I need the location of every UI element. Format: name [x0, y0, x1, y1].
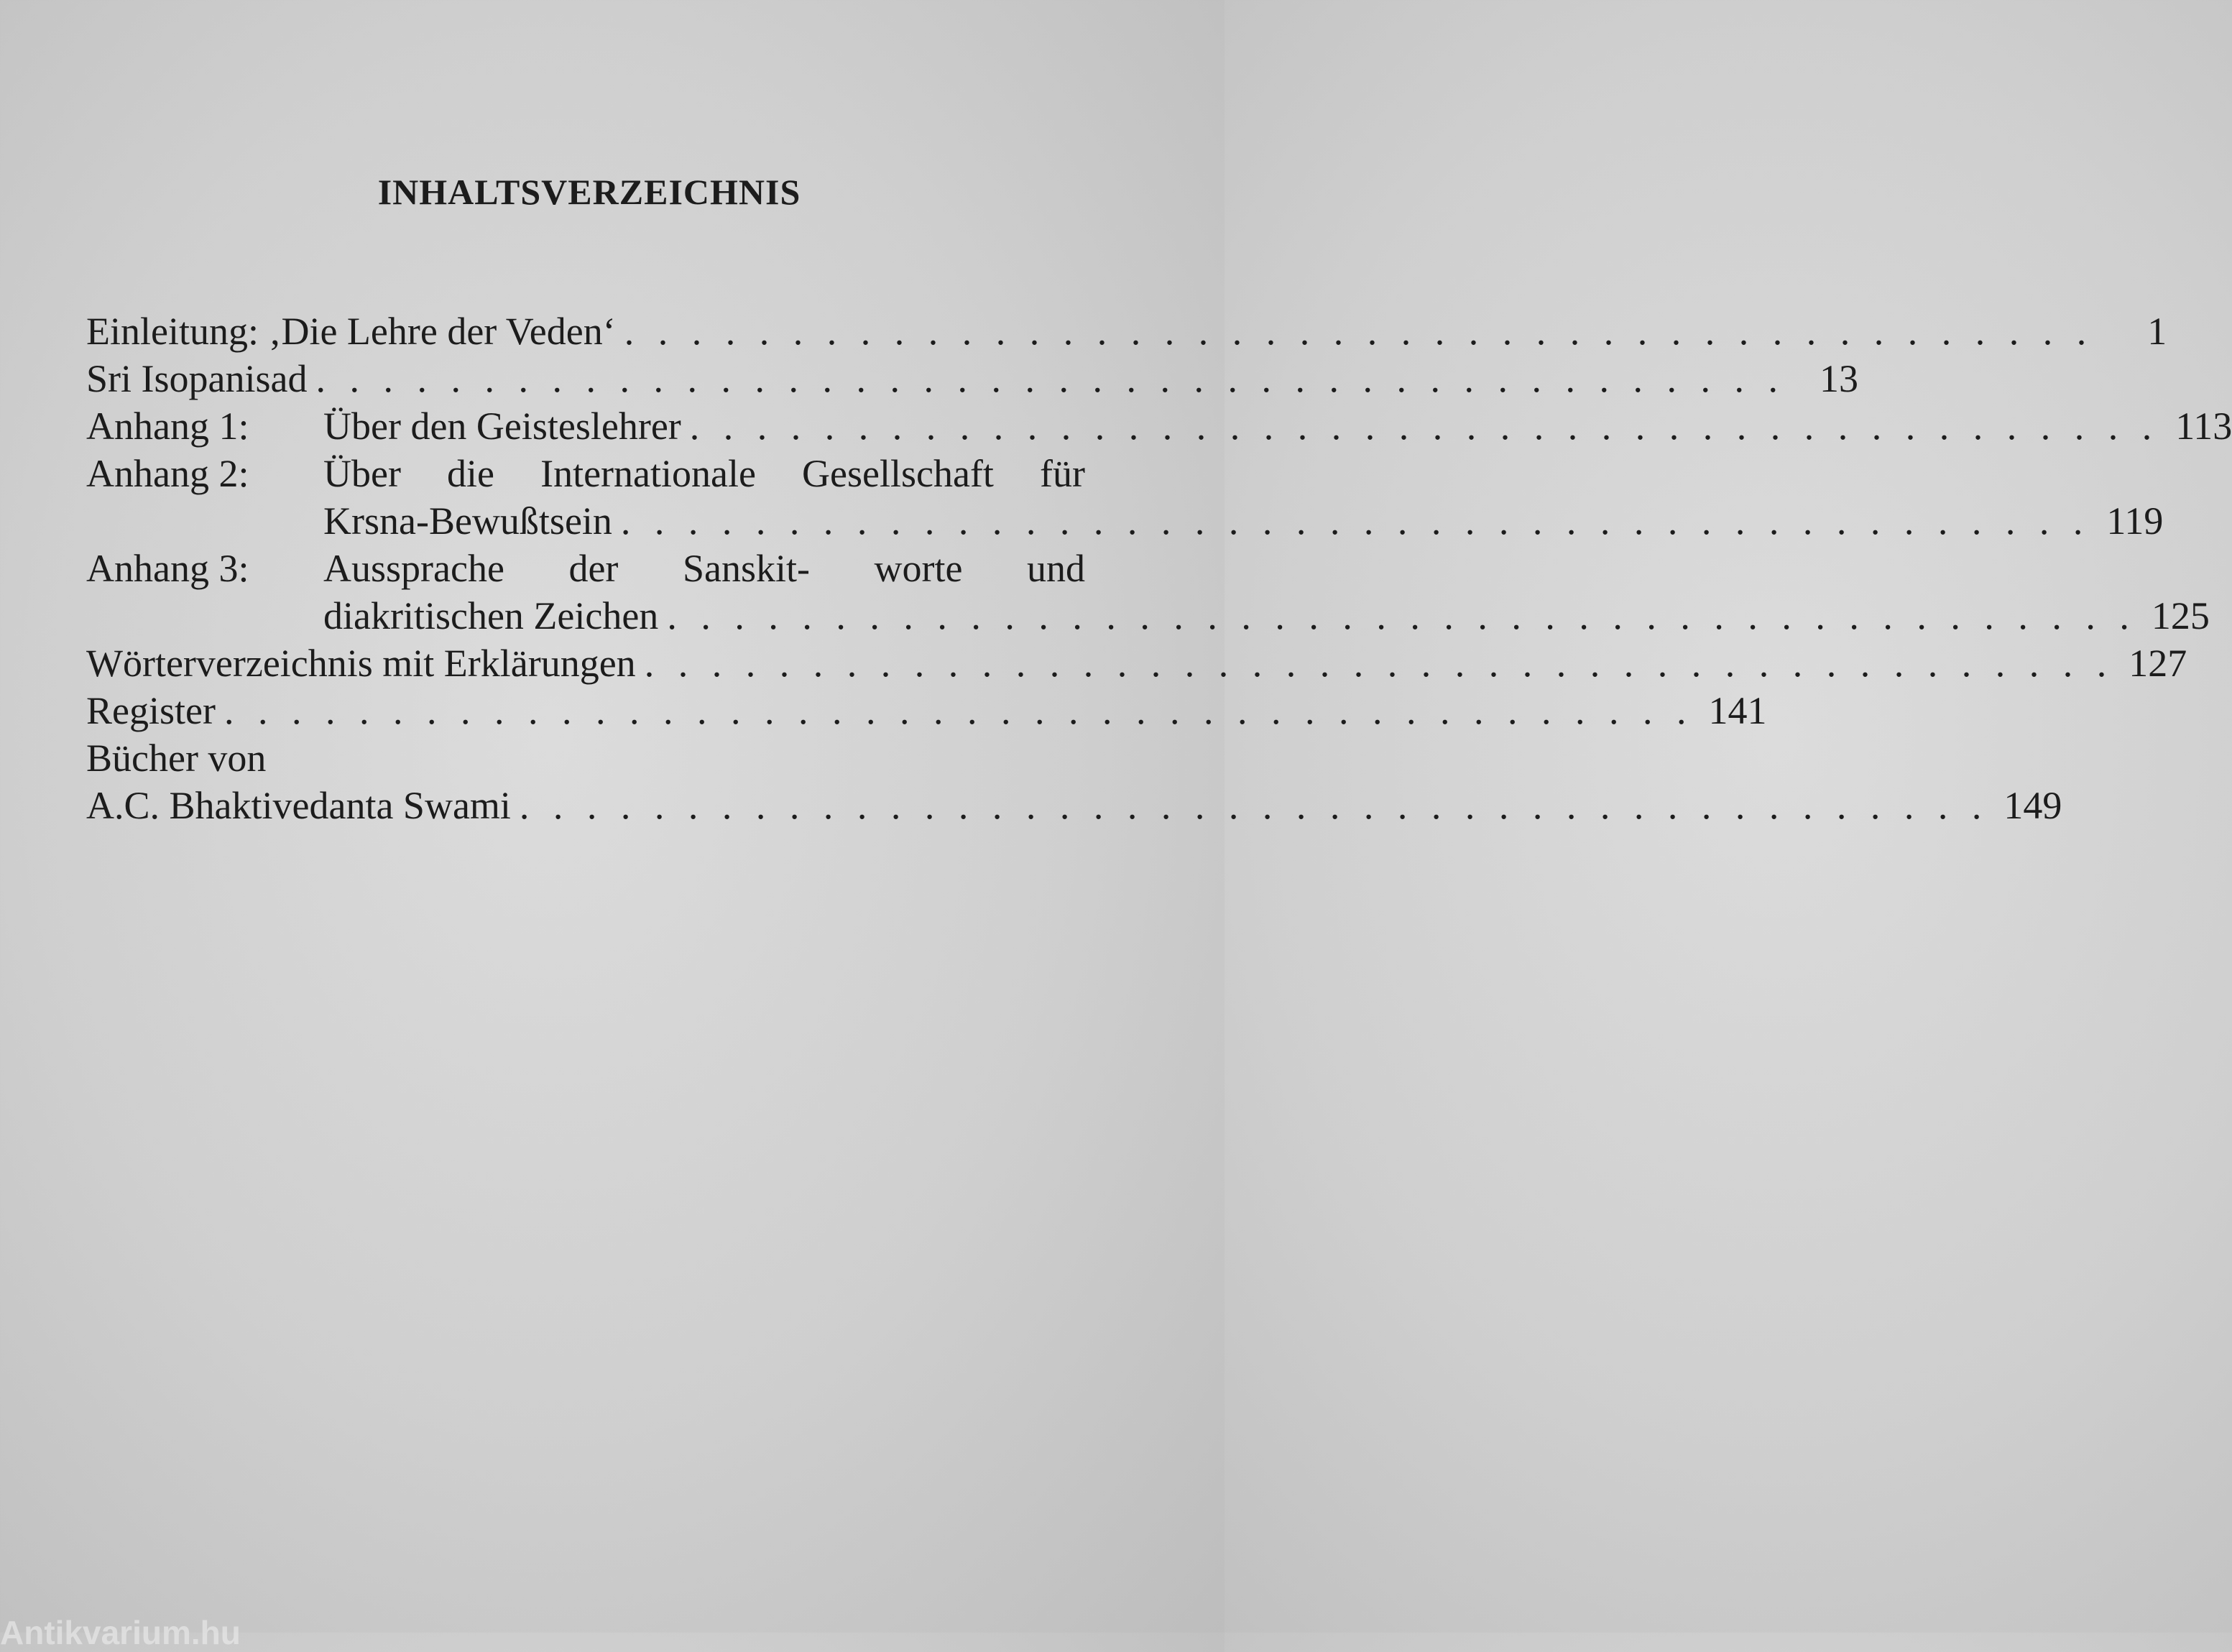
- word: Gesellschaft: [802, 452, 994, 495]
- toc-entry-title: Einleitung: ‚Die Lehre der Veden‘: [86, 310, 616, 353]
- toc-entry-label: Anhang 1:: [86, 405, 249, 448]
- toc-entry-page: 149: [2003, 784, 2062, 827]
- toc-entry-anhang-2-line1: [86, 450, 1085, 497]
- leader-dots: . . . . . . . . . . . . . . . . . . . . . . . . . . . . . . . . . . . . . . . . . . . .: [644, 642, 2114, 685]
- leader-dots: . . . . . . . . . . . . . . . . . . . . . . . . . . . . . . . . . . . . . . . . . . . .: [667, 594, 2136, 637]
- toc-entry-woerterverzeichnis: [86, 640, 2187, 687]
- toc-entry-title: Krsna-Bewußtsein: [323, 499, 612, 543]
- toc-entry-page: 13: [1819, 357, 1858, 400]
- leader-dots: . . . . . . . . . . . . . . . . . . . . . . . . . . . . . . . . . . . . . . . . . . . .: [620, 499, 2090, 543]
- toc-entry-title: A.C. Bhaktivedanta Swami: [86, 784, 511, 827]
- toc-entry-page: 113: [2175, 405, 2232, 448]
- toc-entry-isopanisad: [86, 355, 1858, 402]
- page-title: INHALTSVERZEICHNIS: [377, 172, 801, 212]
- word: Sanskit-: [682, 547, 810, 590]
- toc-entry-register: [86, 687, 1767, 734]
- word: Über: [323, 452, 401, 495]
- watermark-text: Antikvarium.hu: [0, 1614, 241, 1651]
- leader-dots: . . . . . . . . . . . . . . . . . . . . . . . . . . . . . . . . . . . . . . . . . . . .: [223, 689, 1694, 732]
- toc-entry-anhang-1: [86, 402, 2232, 450]
- leader-dots: . . . . . . . . . . . . . . . . . . . . . . . . . . . . . . . . . . . . . . . . . . . .: [315, 357, 1785, 400]
- toc-entry-title-line1: [323, 545, 1085, 592]
- toc-entry-title: Sri Isopanisad: [86, 357, 308, 400]
- word: und: [1026, 547, 1085, 590]
- word: Aussprache: [323, 547, 504, 590]
- toc-entry-anhang-3-line1: [86, 545, 1085, 592]
- toc-entry-page: 127: [2129, 642, 2187, 685]
- toc-entry-page: 141: [1708, 689, 1767, 732]
- toc-entry-page: 119: [2106, 499, 2164, 543]
- word: Internationale: [540, 452, 756, 495]
- toc-entry-title: diakritischen Zeichen: [323, 594, 659, 637]
- toc-entry-buecher-line2: [86, 782, 2062, 829]
- toc-entry-page: 125: [2151, 594, 2210, 637]
- toc-entry-anhang-3-line2: [86, 592, 2210, 640]
- word: für: [1040, 452, 1085, 495]
- word: die: [447, 452, 495, 495]
- leader-dots: . . . . . . . . . . . . . . . . . . . . . . . . . . . . . . . . . . . . . . . . . . . .: [519, 784, 1989, 827]
- toc-entry-label: Anhang 3:: [86, 547, 249, 590]
- toc-entry-title-line1: Bücher von: [86, 737, 267, 780]
- toc-entry-anhang-2-line2: [86, 497, 2164, 545]
- toc-entry-label: Anhang 2:: [86, 452, 249, 495]
- toc-entry-title: Wörterverzeichnis mit Erklärungen: [86, 642, 636, 685]
- toc-entry-einleitung: [86, 308, 2167, 355]
- word: worte: [874, 547, 963, 590]
- toc-entry-buecher-line1: [86, 734, 1085, 782]
- leader-dots: . . . . . . . . . . . . . . . . . . . . . . . . . . . . . . . . . . . . . . . . . . . .: [624, 310, 2094, 353]
- toc-entry-title: Register: [86, 689, 216, 732]
- word: der: [568, 547, 619, 590]
- toc-entry-title: Über den Geisteslehrer: [323, 405, 681, 448]
- table-of-contents: [86, 308, 2232, 829]
- leader-dots: . . . . . . . . . . . . . . . . . . . . . . . . . . . . . . . . . . . . . . . . . . . .: [689, 405, 2159, 448]
- toc-entry-page: 1: [2147, 310, 2167, 353]
- toc-entry-title-line1: [323, 450, 1085, 497]
